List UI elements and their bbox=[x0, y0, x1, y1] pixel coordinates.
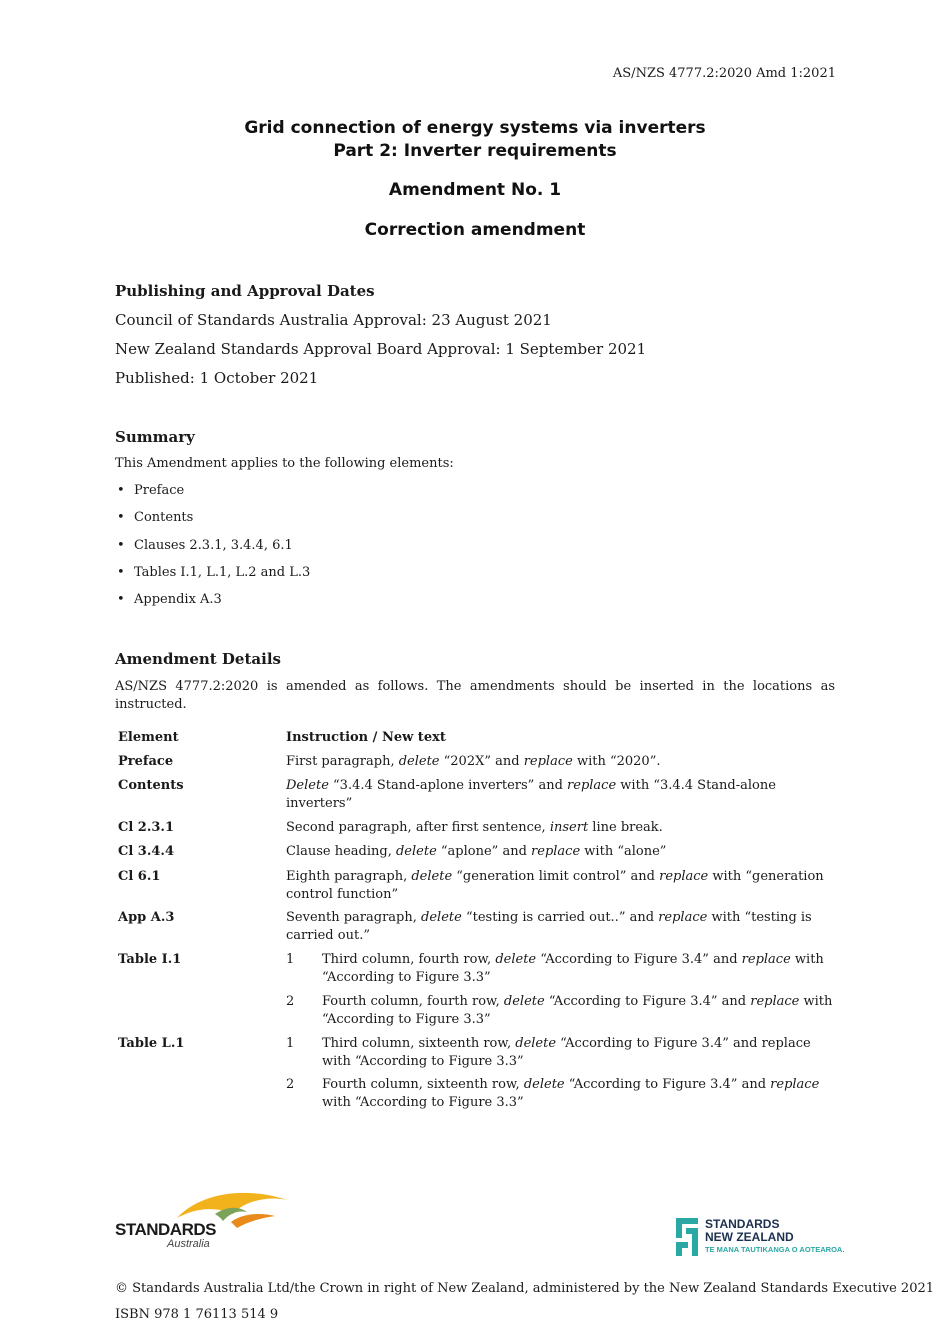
row-element: Preface bbox=[118, 754, 174, 769]
standards-australia-logo bbox=[115, 1188, 290, 1252]
sa-wordmark: STANDARDS bbox=[115, 1220, 216, 1239]
row-element: Cl 2.3.1 bbox=[118, 820, 174, 835]
details-intro: AS/NZS 4777.2:2020 is amended as follows. The amendments should be inserted in the locations as instructed. bbox=[115, 679, 835, 712]
list-item: • Preface bbox=[115, 482, 310, 509]
row-element: Table I.1 bbox=[118, 952, 182, 967]
sub-item-number: 1 bbox=[286, 1036, 295, 1051]
copyright-notice: © Standards Australia Ltd/the Crown in right of New Zealand, administered by the New Zealand Standards Executive 2021 bbox=[115, 1281, 935, 1296]
summary-heading: Summary bbox=[115, 428, 195, 446]
snz-wordmark-line-2: NEW ZEALAND bbox=[705, 1230, 794, 1244]
row-element: Cl 6.1 bbox=[118, 869, 161, 884]
sub-item-number: 2 bbox=[286, 994, 295, 1009]
list-item: • Tables I.1, L.1, L.2 and L.3 bbox=[115, 564, 310, 591]
snz-wordmark-line-1: STANDARDS bbox=[705, 1217, 780, 1231]
row-instruction: Seventh paragraph, delete “testing is carried out..” and replace with “testing is carried out.” bbox=[286, 910, 812, 943]
publishing-heading: Publishing and Approval Dates bbox=[115, 282, 375, 300]
snz-tagline: TE MANA TAUTIKANGA O AOTEAROA. bbox=[705, 1245, 845, 1254]
row-instruction: Fourth column, sixteenth row, delete “According to Figure 3.4” and replace with “According to Figure 3.3” bbox=[322, 1077, 820, 1110]
row-instruction: Third column, sixteenth row, delete “According to Figure 3.4” and replace with “According to Figure 3.3” bbox=[322, 1036, 811, 1069]
sa-subtext: Australia bbox=[167, 1238, 210, 1250]
standards-new-zealand-logo bbox=[676, 1218, 851, 1258]
row-element: Cl 3.4.4 bbox=[118, 844, 174, 859]
row-instruction: First paragraph, delete “202X” and replace with “2020”. bbox=[286, 754, 661, 769]
sub-item-number: 2 bbox=[286, 1077, 295, 1092]
row-element: App A.3 bbox=[118, 910, 175, 925]
row-instruction: Delete “3.4.4 Stand-aplone inverters” and replace with “3.4.4 Stand-alone inverters” bbox=[286, 778, 776, 811]
summary-intro: This Amendment applies to the following elements: bbox=[115, 456, 454, 471]
column-header-element: Element bbox=[118, 730, 179, 745]
list-item: • Appendix A.3 bbox=[115, 591, 310, 618]
list-item: • Contents bbox=[115, 509, 310, 536]
document-title: Grid connection of energy systems via inverters bbox=[244, 118, 706, 138]
row-instruction: Clause heading, delete “aplone” and replace with “alone” bbox=[286, 844, 667, 859]
snz-mark-icon bbox=[676, 1218, 700, 1256]
row-instruction: Fourth column, fourth row, delete “According to Figure 3.4” and replace with “According to Figure 3.3” bbox=[322, 994, 833, 1027]
isbn: ISBN 978 1 76113 514 9 bbox=[115, 1307, 279, 1322]
document-subtitle: Part 2: Inverter requirements bbox=[333, 141, 617, 161]
row-instruction: Eighth paragraph, delete “generation limit control” and replace with “generation control function” bbox=[286, 869, 824, 902]
publishing-line: Published: 1 October 2021 bbox=[115, 369, 319, 387]
row-element: Table L.1 bbox=[118, 1036, 185, 1051]
row-element: Contents bbox=[118, 778, 184, 793]
publishing-line: Council of Standards Australia Approval: 23 August 2021 bbox=[115, 311, 552, 329]
column-header-instruction: Instruction / New text bbox=[286, 730, 446, 745]
document-reference: AS/NZS 4777.2:2020 Amd 1:2021 bbox=[612, 66, 836, 81]
list-item: • Clauses 2.3.1, 3.4.4, 6.1 bbox=[115, 537, 310, 564]
summary-list bbox=[115, 482, 310, 618]
publishing-line: New Zealand Standards Approval Board Approval: 1 September 2021 bbox=[115, 340, 647, 358]
sub-item-number: 1 bbox=[286, 952, 295, 967]
row-instruction: Third column, fourth row, delete “According to Figure 3.4” and replace with “According to Figure 3.3” bbox=[322, 952, 824, 985]
amendment-number: Amendment No. 1 bbox=[388, 180, 562, 200]
amendment-type: Correction amendment bbox=[364, 220, 586, 240]
row-instruction: Second paragraph, after first sentence, insert line break. bbox=[286, 820, 663, 835]
details-heading: Amendment Details bbox=[115, 650, 281, 668]
